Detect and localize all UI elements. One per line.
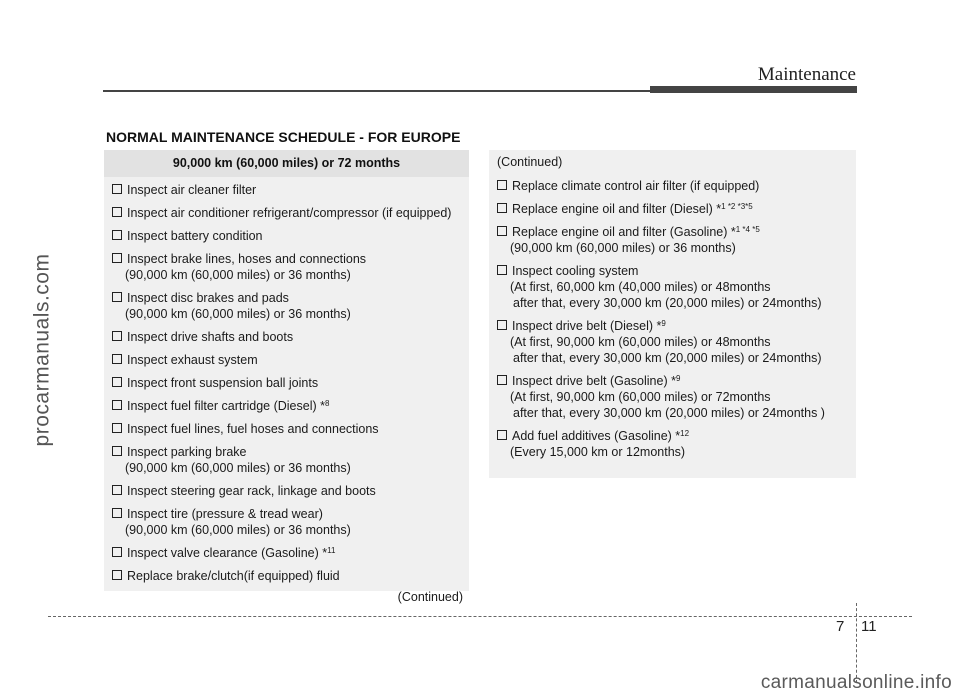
- footnote-ref: 8: [325, 399, 330, 408]
- checklist-item-interval: (At first, 90,000 km (60,000 miles) or 48months: [510, 335, 771, 349]
- checklist-item-interval: (90,000 km (60,000 miles) or 36 months): [125, 461, 351, 475]
- checklist-item-line: [495, 224, 850, 240]
- checklist-item-interval: (90,000 km (60,000 miles) or 36 months): [510, 241, 736, 255]
- checklist-item: [495, 428, 850, 460]
- schedule-panel-right: [489, 150, 856, 478]
- checklist-item-interval: (90,000 km (60,000 miles) or 36 months): [125, 523, 351, 537]
- checkbox-icon: [112, 253, 122, 263]
- checklist-item-interval: (At first, 90,000 km (60,000 miles) or 72months: [510, 390, 771, 404]
- checklist-item-line: [495, 178, 850, 194]
- checklist-item-line: [495, 373, 850, 389]
- checklist-item-interval: (Every 15,000 km or 12months): [510, 445, 686, 459]
- checklist-item-text: Inspect drive shafts and boots: [127, 330, 294, 344]
- checklist-item: [110, 352, 463, 368]
- footer-rule: [48, 616, 912, 617]
- checklist-item-line: [495, 201, 850, 217]
- checklist-item-line: [110, 290, 463, 306]
- checklist-item: [110, 398, 463, 414]
- checklist-item: [110, 251, 463, 283]
- checkbox-icon: [497, 375, 507, 385]
- checklist-item-text: Inspect fuel lines, fuel hoses and connections: [127, 422, 379, 436]
- checklist-item-text: Inspect exhaust system: [127, 353, 258, 367]
- checklist-item-line: [110, 251, 463, 267]
- checklist-item-text: Replace engine oil and filter (Gasoline) *: [512, 225, 736, 239]
- checkbox-icon: [497, 203, 507, 213]
- checklist-item-text: Inspect valve clearance (Gasoline) *: [127, 546, 328, 560]
- footnote-ref: 11: [327, 546, 336, 555]
- page-number: 11: [861, 618, 877, 635]
- checkbox-icon: [112, 400, 122, 410]
- checklist-item: [110, 290, 463, 322]
- header-rule: [103, 90, 655, 92]
- checklist-item: [110, 568, 463, 584]
- checklist-item: [495, 263, 850, 311]
- checkbox-icon: [112, 207, 122, 217]
- checklist-item: [495, 224, 850, 256]
- page-number-divider: [856, 603, 857, 683]
- checklist-item-line: [110, 568, 463, 584]
- continued-note: (Continued): [397, 590, 463, 604]
- checklist-item-line: [110, 444, 463, 460]
- checklist-item: [110, 483, 463, 499]
- section-title: NORMAL MAINTENANCE SCHEDULE - FOR EUROPE: [106, 129, 461, 145]
- checklist-item-text: Replace engine oil and filter (Diesel) *: [512, 202, 722, 216]
- checklist-item: [110, 228, 463, 244]
- checklist-item-line: [110, 352, 463, 368]
- checklist-item-text: Inspect front suspension ball joints: [127, 376, 319, 390]
- checklist-item-text: Inspect drive belt (Gasoline) *: [512, 374, 676, 388]
- page-header-title: Maintenance: [757, 64, 856, 85]
- checkbox-icon: [112, 230, 122, 240]
- checklist-item-line: [110, 182, 463, 198]
- checklist-item-text: Inspect air cleaner filter: [127, 183, 257, 197]
- checklist-item-line: [110, 228, 463, 244]
- checklist-item-line: [110, 398, 463, 414]
- footnote-ref: 1 *4 *5: [735, 225, 760, 234]
- checklist-item-line: [495, 263, 850, 279]
- checklist-item: [110, 545, 463, 561]
- checklist-item-interval-followup: after that, every 30,000 km (20,000 miles) or 24months): [513, 296, 822, 310]
- checklist-item-text: Replace climate control air filter (if equipped): [512, 179, 760, 193]
- checklist-item-line: [110, 545, 463, 561]
- checklist-item-line: [110, 375, 463, 391]
- checklist-item-text: Inspect parking brake: [127, 445, 247, 459]
- right-items-container: [489, 150, 856, 460]
- checklist-item-text: Inspect steering gear rack, linkage and boots: [127, 484, 376, 498]
- checkbox-icon: [112, 508, 122, 518]
- checklist-item-interval: (At first, 60,000 km (40,000 miles) or 48months: [510, 280, 771, 294]
- checklist-item-line: [110, 421, 463, 437]
- checklist-item-interval: (90,000 km (60,000 miles) or 36 months): [125, 268, 351, 282]
- checkbox-icon: [497, 430, 507, 440]
- checklist-item-interval-followup: after that, every 30,000 km (20,000 miles) or 24months): [513, 351, 822, 365]
- checklist-item-line: [110, 506, 463, 522]
- checklist-item: [495, 318, 850, 366]
- checklist-item-text: Inspect cooling system: [512, 264, 639, 278]
- side-watermark-text: procarmanuals.com: [30, 253, 53, 447]
- checkbox-icon: [112, 570, 122, 580]
- checklist-item: [495, 178, 850, 194]
- checkbox-icon: [112, 423, 122, 433]
- checklist-item-line: [495, 318, 850, 334]
- checklist-item-line: [110, 483, 463, 499]
- checklist-item-text: Inspect fuel filter cartridge (Diesel) *: [127, 399, 325, 413]
- left-items-list: [104, 177, 469, 584]
- checklist-item-line: [110, 329, 463, 345]
- checklist-item-interval-followup: after that, every 30,000 km (20,000 miles) or 24months ): [513, 406, 825, 420]
- interval-heading: 90,000 km (60,000 miles) or 72 months: [104, 150, 469, 177]
- checklist-item-text: Inspect tire (pressure & tread wear): [127, 507, 323, 521]
- checklist-item-text: Replace brake/clutch(if equipped) fluid: [127, 569, 340, 583]
- checkbox-icon: [112, 292, 122, 302]
- checklist-item: [495, 373, 850, 421]
- chapter-number: 7: [836, 618, 845, 635]
- checkbox-icon: [497, 226, 507, 236]
- checklist-item-interval: (90,000 km (60,000 miles) or 36 months): [125, 307, 351, 321]
- footnote-ref: 9: [675, 374, 681, 383]
- checklist-item-line: [110, 205, 463, 221]
- header-rule-accent: [650, 86, 857, 93]
- checkbox-icon: [497, 265, 507, 275]
- checkbox-icon: [112, 547, 122, 557]
- checklist-item-text: Inspect battery condition: [127, 229, 263, 243]
- side-watermark: [22, 120, 62, 580]
- checkbox-icon: [112, 446, 122, 456]
- checkbox-icon: [112, 354, 122, 364]
- checkbox-icon: [112, 331, 122, 341]
- checklist-item-text: Inspect brake lines, hoses and connections: [127, 252, 367, 266]
- checklist-item: [110, 182, 463, 198]
- checklist-item: [110, 506, 463, 538]
- bottom-watermark: carmanualsonline.info: [760, 672, 952, 693]
- footnote-ref: 12: [680, 429, 690, 438]
- checklist-item: [495, 201, 850, 217]
- checkbox-icon: [497, 180, 507, 190]
- schedule-panel-left: [104, 150, 469, 604]
- checklist-item-text: Inspect drive belt (Diesel) *: [512, 319, 662, 333]
- checkbox-icon: [112, 184, 122, 194]
- footnote-ref: 1 *2 *3*5: [721, 202, 753, 211]
- checklist-item-text: Inspect disc brakes and pads: [127, 291, 289, 305]
- checklist-item: [110, 329, 463, 345]
- checklist-item: [110, 375, 463, 391]
- checklist-item-text: Inspect air conditioner refrigerant/compressor (if equipped): [127, 206, 452, 220]
- checklist-item: [110, 421, 463, 437]
- continued-note-top: (Continued): [497, 155, 563, 169]
- checkbox-icon: [497, 320, 507, 330]
- checklist-item: [110, 444, 463, 476]
- checklist-item: [110, 205, 463, 221]
- footnote-ref: 9: [661, 319, 666, 328]
- checklist-item-text: Add fuel additives (Gasoline) *: [512, 429, 681, 443]
- checkbox-icon: [112, 377, 122, 387]
- checkbox-icon: [112, 485, 122, 495]
- checklist-item-line: [495, 428, 850, 444]
- right-items-list: [495, 178, 850, 460]
